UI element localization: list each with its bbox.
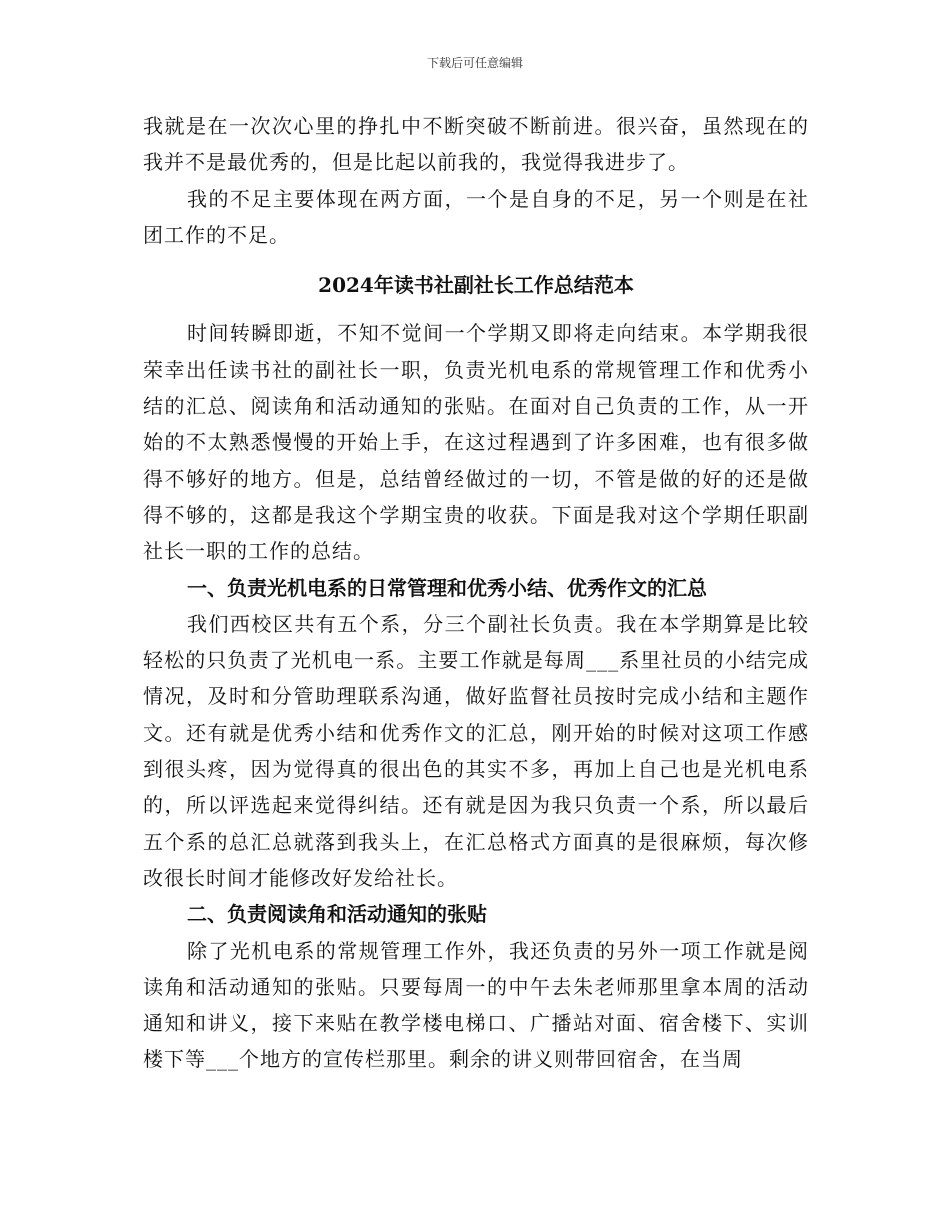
paragraph-intro: 时间转瞬即逝，不知不觉间一个学期又即将走向结束。本学期我很荣幸出任读书社的副社长一职，负责光机电系的常规管理工作和优秀小结的汇总、阅读角和活动通知的张贴。在面对自己负责的工作，从一开始的不太熟悉慢慢的开始上手，在这过程遇到了许多困难，也有很多做得不够好的地方。但是，总结曾经做过的一切，不管是做的好的还是做得不够的，这都是我这个学期宝贵的收获。下面是我对这个学期任职副社长一职的工作的总结。 <box>143 321 809 564</box>
section-heading-2: 二、负责阅读角和活动通知的张贴 <box>187 902 487 927</box>
paragraph-section-2: 除了光机电系的常规管理工作外，我还负责的另外一项工作就是阅读角和活动通知的张贴。只要每周一的中午去朱老师那里拿本周的活动通知和讲义，接下来贴在教学楼电梯口、广播站对面、宿舍楼下、实训楼下等___个地方的宣传栏那里。剩余的讲义则带回宿舍，在当周 <box>143 938 809 1072</box>
section-heading-1: 一、负责光机电系的日常管理和优秀小结、优秀作文的汇总 <box>187 575 707 600</box>
page-header: 下载后可任意编辑 <box>426 56 523 70</box>
document-title: 2024年读书社副社长工作总结范本 <box>318 273 634 298</box>
paragraph-section-1: 我们西校区共有五个系，分三个副社长负责。我在本学期算是比较轻松的只负责了光机电一系。主要工作就是每周___系里社员的小结完成情况，及时和分管助理联系沟通，做好监督社员按时完成小结和主题作文。还有就是优秀小结和优秀作文的汇总，刚开始的时候对这项工作感到很头疼，因为觉得真的很出色的其实不多，再加上自己也是光机电系的，所以评选起来觉得纠结。还有就是因为我只负责一个系，所以最后五个系的总汇总就落到我头上，在汇总格式方面真的是很麻烦，每次修改很长时间才能修改好发给社长。 <box>143 611 809 890</box>
document-body <box>143 108 809 1078</box>
paragraph-continuation: 我就是在一次次心里的挣扎中不断突破不断前进。很兴奋，虽然现在的我并不是最优秀的，但是比起以前我的，我觉得我进步了。 <box>143 114 809 175</box>
paragraph-shortcomings: 我的不足主要体现在两方面，一个是自身的不足，另一个则是在社团工作的不足。 <box>143 186 809 247</box>
